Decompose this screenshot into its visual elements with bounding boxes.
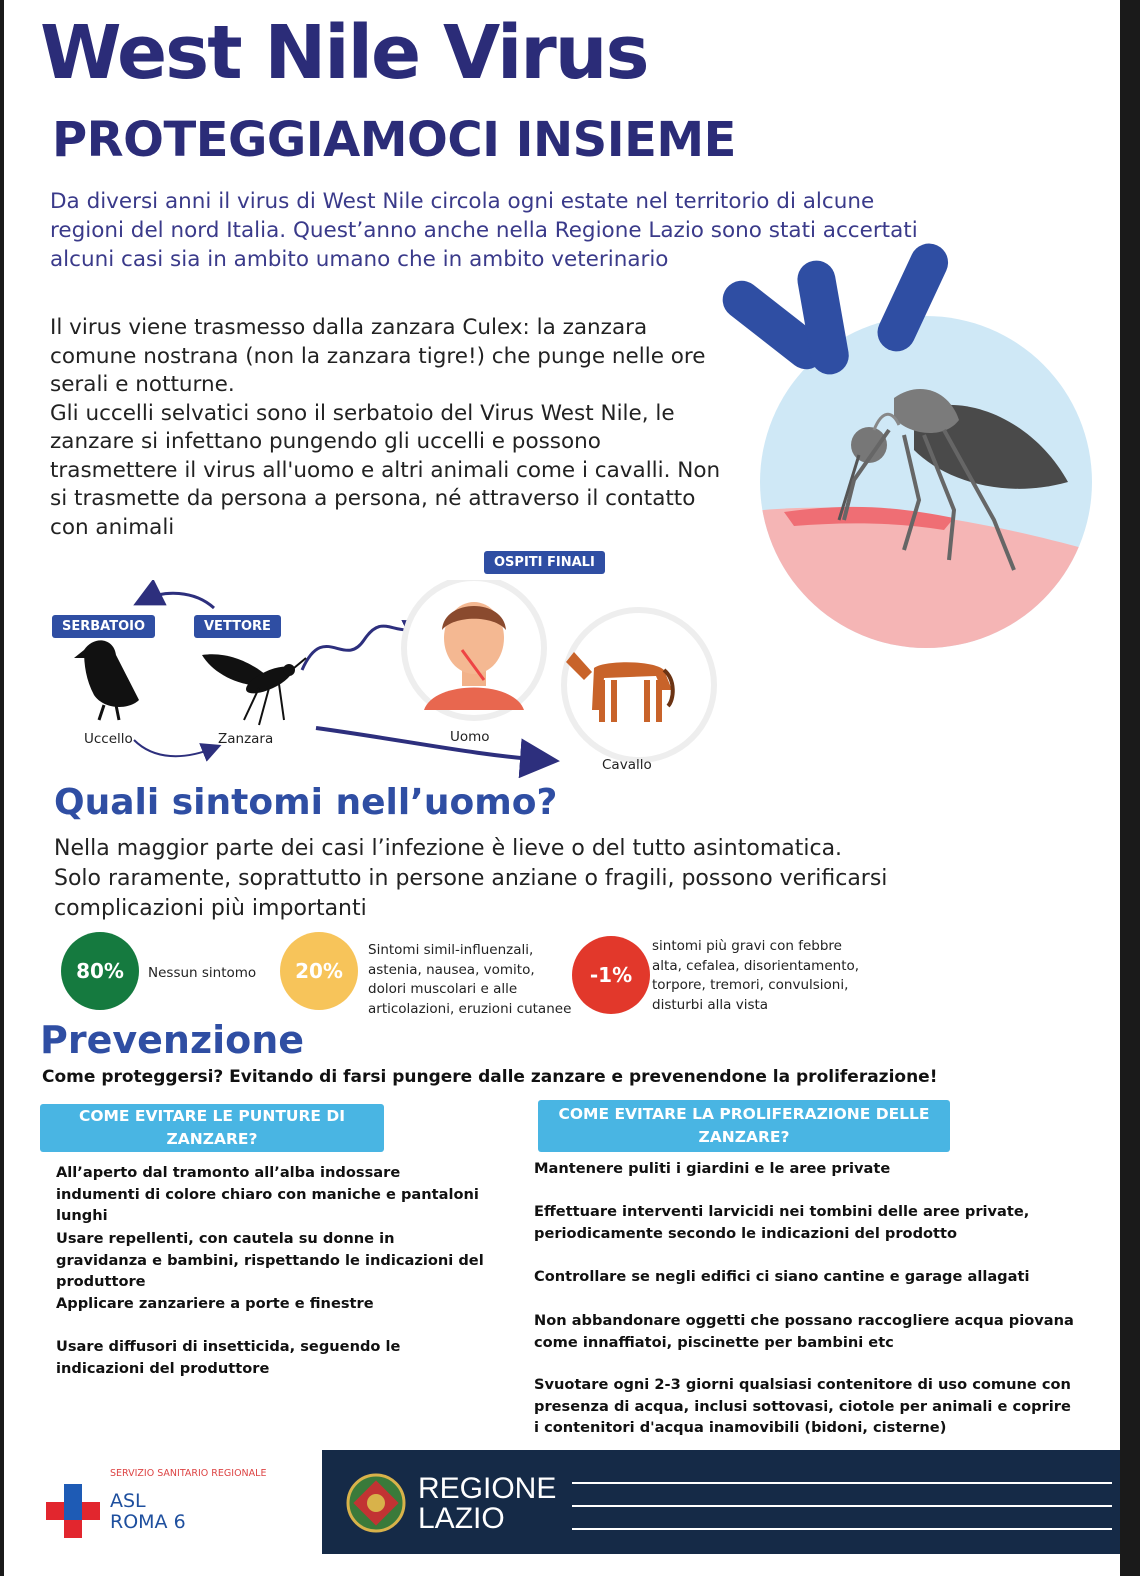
right-column-header: COME EVITARE LA PROLIFERAZIONE DELLE ZANZARE? xyxy=(538,1100,950,1152)
prevention-subtitle: Come proteggersi? Evitando di farsi pungere dalle zanzare e prevenendone la proliferazione! xyxy=(42,1067,938,1087)
transmission-paragraph: Il virus viene trasmesso dalla zanzara Culex: la zanzara comune nostrana (non la zanzara tigre!) che punge nelle ore serali e notturne. xyxy=(50,315,706,397)
footer-rule xyxy=(572,1528,1112,1530)
mosquito-bite-illustration xyxy=(704,230,1114,660)
region-footer xyxy=(322,1450,1120,1554)
cycle-arrow xyxy=(316,728,544,760)
list-item: Applicare zanzariere a porte e finestre xyxy=(56,1295,374,1312)
stat-circle: 20% xyxy=(280,932,358,1010)
asl-line: ROMA 6 xyxy=(110,1511,186,1533)
region-line: REGIONE xyxy=(418,1472,557,1505)
label-mosquito: Zanzara xyxy=(218,731,274,747)
list-item: Controllare se negli edifici ci siano cantine e garage allagati xyxy=(534,1268,1030,1285)
cycle-arrow xyxy=(134,740,214,756)
transmission-cycle-diagram xyxy=(44,580,724,780)
poster xyxy=(4,0,1120,1576)
list-item: Usare repellenti, con cautela su donne in gravidanza e bambini, rispettando le indicazioni del produttore xyxy=(56,1230,484,1290)
intro-paragraph: Da diversi anni il virus di West Nile circola ogni estate nel territorio di alcune regioni del nord Italia. Quest’anno anche nella Regione Lazio sono stati accertati alcuni casi sia in ambito umano che in ambito veterinario xyxy=(50,189,918,272)
footer-rule xyxy=(572,1482,1112,1484)
label-bird: Uccello xyxy=(84,731,133,747)
transmission-paragraph: Gli uccelli selvatici sono il serbatoio del Virus West Nile, le zanzare si infettano pungendo gli uccelli e possono trasmettere il virus all'uomo e altri animali come i cavalli. Non si trasmette da persona a persona, né attraverso il contatto con animali xyxy=(50,400,721,540)
list-item: Usare diffusori di insetticida, seguendo le indicazioni del produttore xyxy=(56,1338,401,1377)
tag-final-hosts: OSPITI FINALI xyxy=(484,551,605,574)
stat-text: Sintomi simil-influenzali, astenia, nausea, vomito, dolori muscolari e alle articolazioni, eruzioni cutanee xyxy=(368,942,572,1017)
footer-rule xyxy=(572,1505,1112,1507)
stat-text: Nessun sintomo xyxy=(148,965,257,981)
asl-name xyxy=(110,1491,186,1533)
bird-icon xyxy=(74,640,139,720)
ssr-label: SERVIZIO SANITARIO REGIONALE xyxy=(110,1468,267,1479)
list-item: Non abbandonare oggetti che possano raccogliere acqua piovana come innaffiatoi, piscinette per bambini etc xyxy=(534,1312,1074,1351)
stat-text: sintomi più gravi con febbre alta, cefalea, disorientamento, torpore, tremori, convulsioni, disturbi alla vista xyxy=(652,938,860,1013)
symptoms-line: Solo raramente, soprattutto in persone anziane o fragili, possono verificarsi complicazioni più importanti xyxy=(54,866,888,921)
transmission-text xyxy=(50,314,730,542)
region-name xyxy=(418,1474,556,1534)
region-line: LAZIO xyxy=(418,1502,505,1535)
red-cross-icon xyxy=(46,1484,100,1538)
left-column-header: COME EVITARE LE PUNTURE DI ZANZARE? xyxy=(40,1104,384,1152)
stat-circle: -1% xyxy=(572,936,650,1014)
poster-subtitle: PROTEGGIAMOCI INSIEME xyxy=(52,112,736,168)
label-horse: Cavallo xyxy=(602,757,652,773)
region-crest-icon xyxy=(346,1472,406,1534)
list-item: Svuotare ogni 2-3 giorni qualsiasi contenitore di uso comune con presenza di acqua, inclusi sottovasi, ciotole per animali e coprire i contenitori d'acqua inamovibili (bidoni, cisterne) xyxy=(534,1376,1071,1436)
symptoms-line: Nella maggior parte dei casi l’infezione è lieve o del tutto asintomatica. xyxy=(54,836,843,861)
tag-reservoir: SERBATOIO xyxy=(52,615,155,638)
symptoms-text xyxy=(54,834,934,924)
poster-title: West Nile Virus xyxy=(40,10,648,96)
mosquito-icon xyxy=(202,654,306,725)
list-item: All’aperto dal tramonto all’alba indossare indumenti di colore chiaro con maniche e pantaloni lunghi xyxy=(56,1164,479,1224)
asl-line: ASL xyxy=(110,1490,146,1512)
stat-circle: 80% xyxy=(61,932,139,1010)
prevention-title: Prevenzione xyxy=(40,1018,305,1062)
list-item: Mantenere puliti i giardini e le aree private xyxy=(534,1160,891,1177)
label-human: Uomo xyxy=(450,729,490,745)
symptoms-title: Quali sintomi nell’uomo? xyxy=(54,782,558,823)
cycle-arrow xyxy=(144,593,214,608)
tag-vector: VETTORE xyxy=(194,615,281,638)
list-item: Effettuare interventi larvicidi nei tombini delle aree private, periodicamente secondo le indicazioni del prodotto xyxy=(534,1203,1030,1242)
